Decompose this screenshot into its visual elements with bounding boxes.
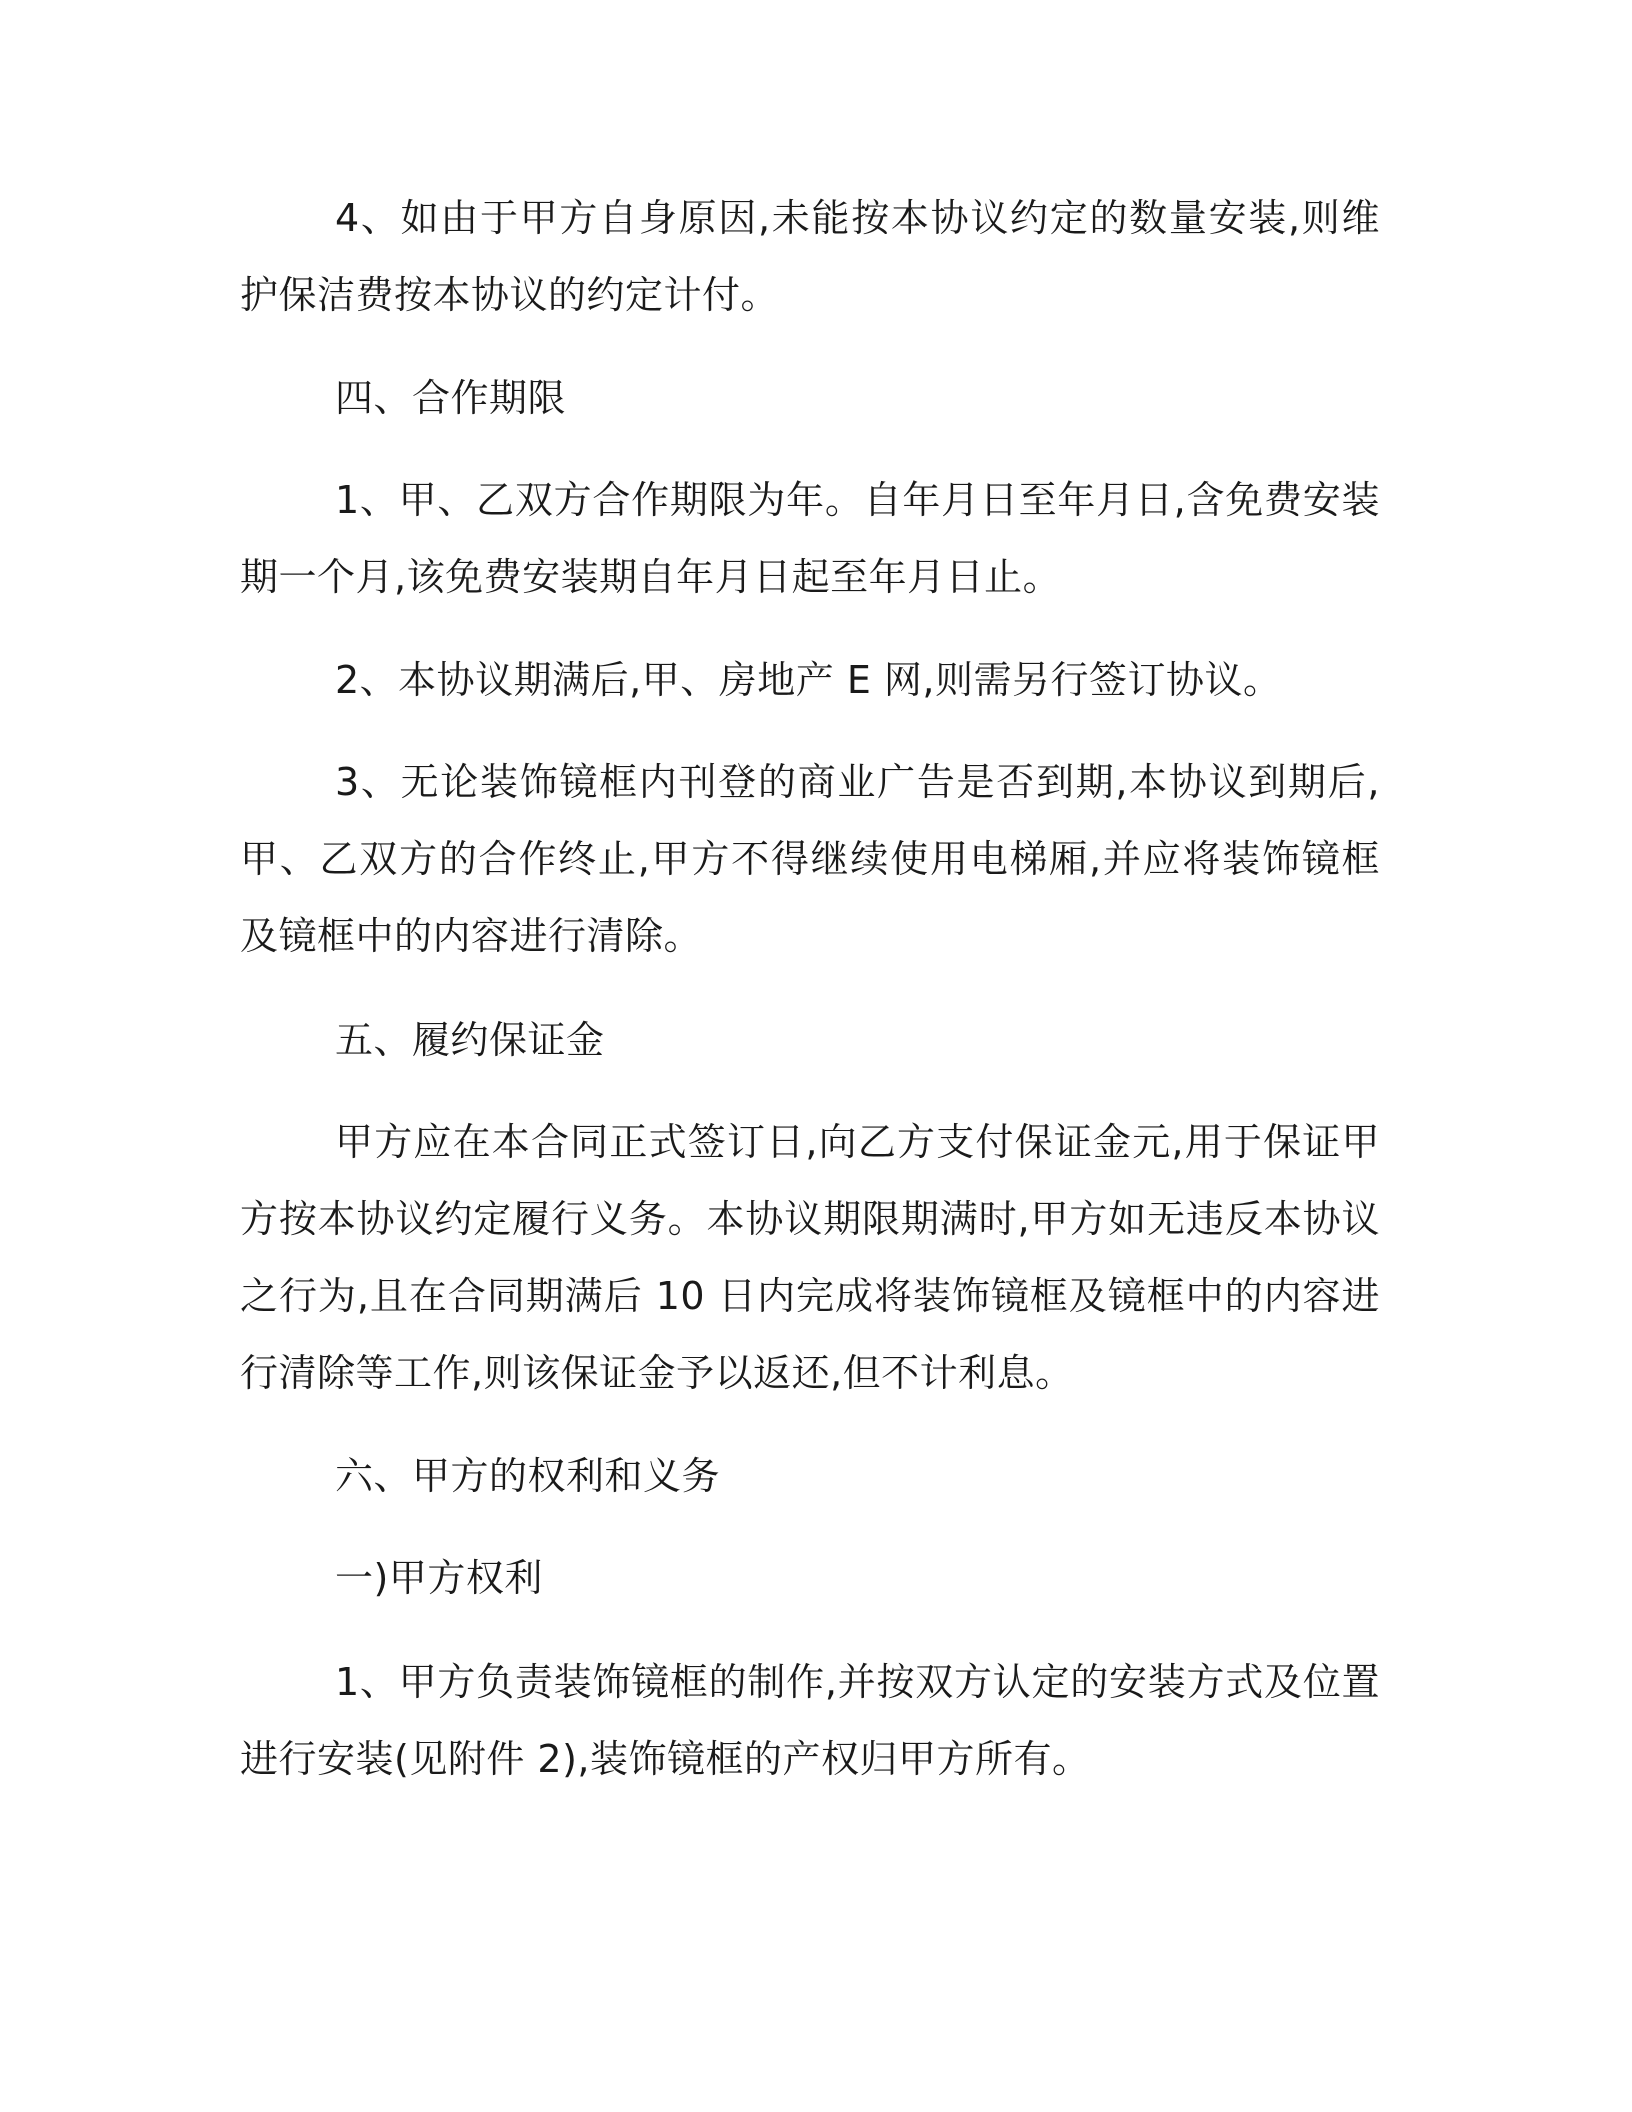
- clause-1-cooperation-term: 1、甲、乙双方合作期限为年。自年月日至年月日,含免费安装期一个月,该免费安装期自年月日起至年月日止。: [240, 478, 1380, 599]
- clause-2-renewal: 2、本协议期满后,甲、房地产 E 网,则需另行签订协议。: [335, 658, 1282, 702]
- section-heading-party-a-rights-obligations: 六、甲方的权利和义务: [335, 1454, 721, 1498]
- subsection-heading-party-a-rights: 一)甲方权利: [335, 1556, 543, 1600]
- section-heading-cooperation-term: 四、合作期限: [335, 376, 567, 420]
- clause-3-termination: 3、无论装饰镜框内刊登的商业广告是否到期,本协议到期后,甲、乙双方的合作终止,甲方不得继续使用电梯厢,并应将装饰镜框及镜框中的内容进行清除。: [240, 760, 1380, 958]
- clause-1-frame-production: 1、甲方负责装饰镜框的制作,并按双方认定的安装方式及位置进行安装(见附件 2),装饰镜框的产权归甲方所有。: [240, 1660, 1380, 1781]
- performance-bond-paragraph: 甲方应在本合同正式签订日,向乙方支付保证金元,用于保证甲方按本协议约定履行义务。本协议期限期满时,甲方如无违反本协议之行为,且在合同期满后 10 日内完成将装饰镜框及镜框中的内容进行清除等工作,则该保证金予以返还,但不计利息。: [240, 1120, 1380, 1395]
- section-heading-performance-bond: 五、履约保证金: [335, 1018, 605, 1062]
- clause-4-maintenance-fee: 4、如由于甲方自身原因,未能按本协议约定的数量安装,则维护保洁费按本协议的约定计付。: [240, 196, 1380, 317]
